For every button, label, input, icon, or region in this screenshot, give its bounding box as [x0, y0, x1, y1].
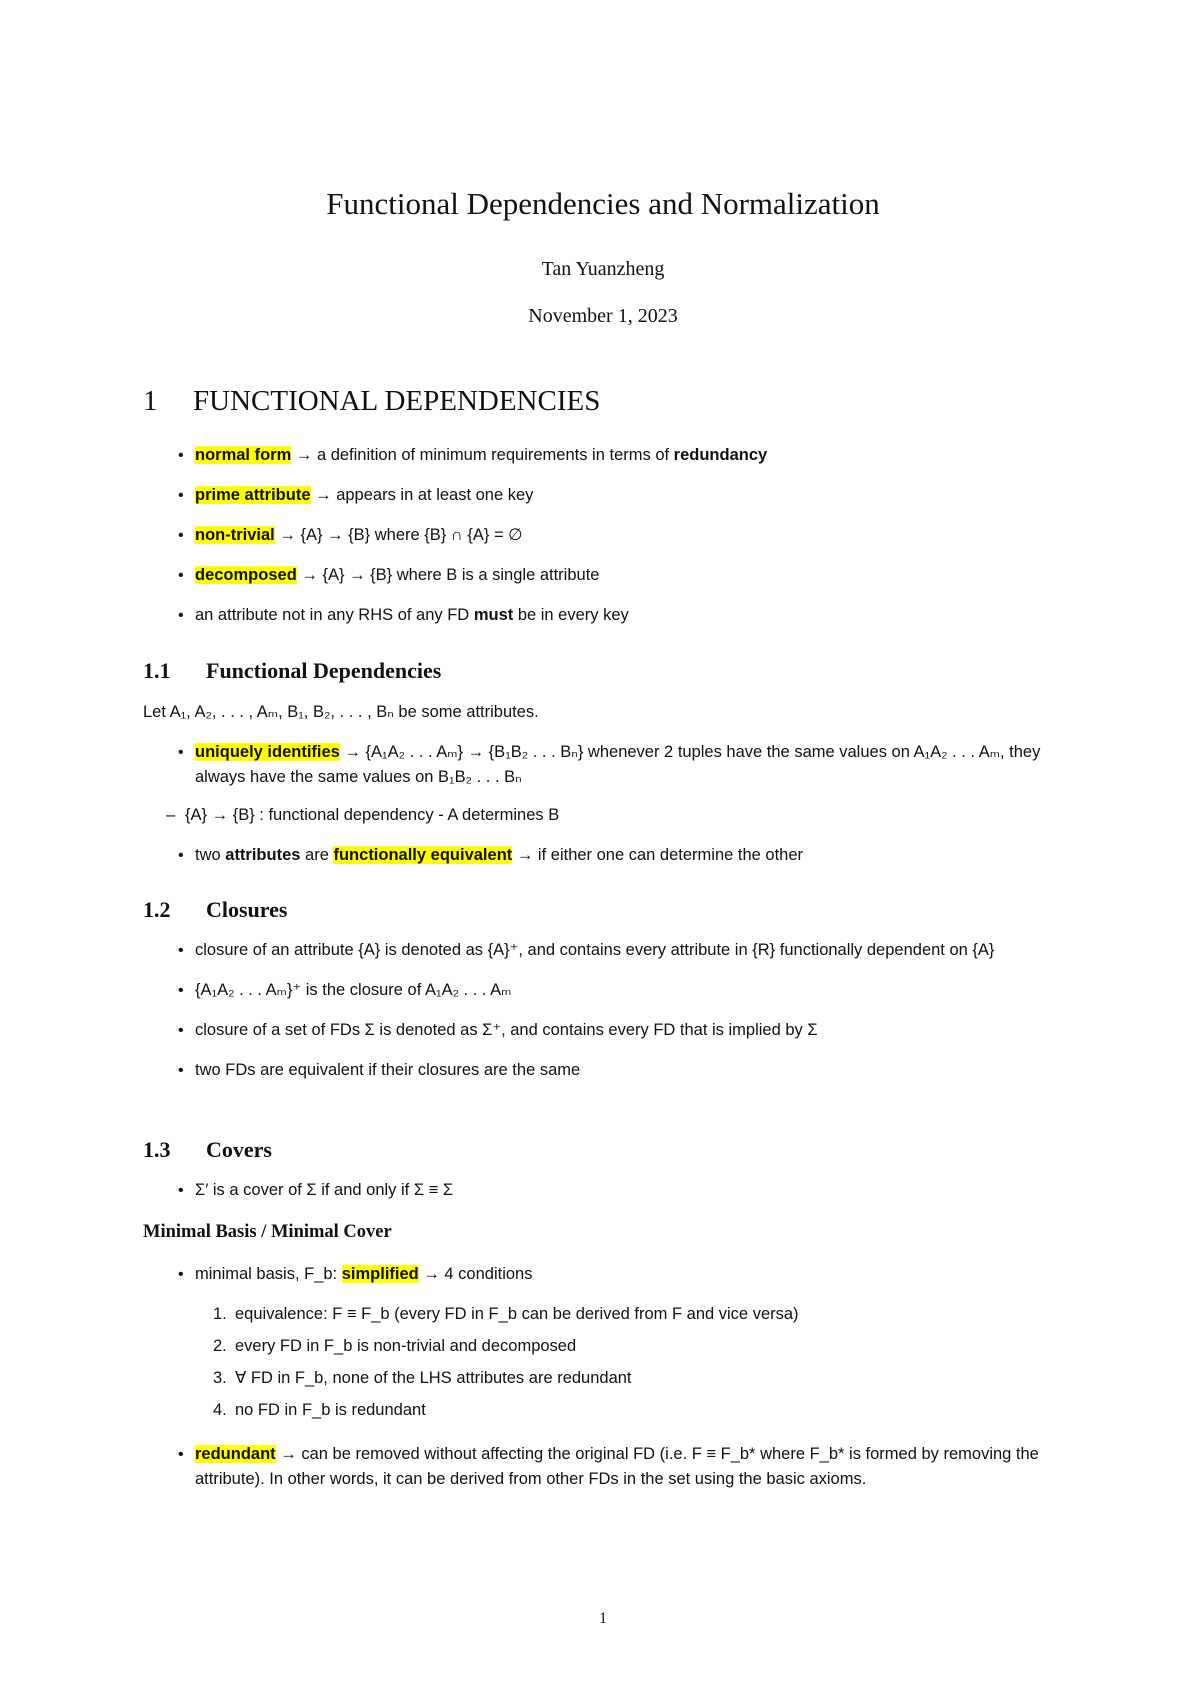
list-item — [143, 843, 1063, 868]
section-heading-1-3 — [143, 1137, 272, 1163]
section-title: Covers — [206, 1137, 272, 1162]
item-text: → 4 conditions — [418, 1265, 533, 1283]
sub-item: – {A} → {B} : functional dependency - A determines B — [185, 803, 1065, 828]
section-heading-1-2 — [143, 897, 288, 923]
item-text: no FD in F_b is redundant — [235, 1401, 426, 1419]
item-text: → appears in at least one key — [315, 486, 534, 504]
bold-text: redundancy — [673, 446, 768, 464]
highlighted-term: prime attribute — [195, 486, 311, 504]
item-text: → {A} → {B} where B is a single attribute — [301, 566, 600, 584]
list-item — [213, 1330, 1063, 1362]
page-number: 1 — [599, 1610, 607, 1627]
list-item: • closure of an attribute {A} is denoted as {A}⁺, and contains every attribute in {R} functionally dependent on {A} — [143, 938, 1063, 963]
item-number: 1. — [213, 1305, 227, 1323]
list-item — [213, 1362, 1063, 1394]
section-heading-1-1 — [143, 658, 441, 684]
item-number: 3. — [213, 1369, 227, 1387]
list-item — [143, 483, 1063, 508]
list-item — [143, 443, 1063, 468]
item-text: ∀ FD in F_b, none of the LHS attributes are redundant — [235, 1369, 632, 1387]
item-text: two — [195, 846, 226, 864]
list-item — [143, 1262, 1063, 1287]
section1-1-bullet-list-2 — [143, 843, 1063, 868]
section1-3-bullet-list — [143, 1178, 1063, 1203]
list-item: • closure of a set of FDs Σ is denoted as Σ⁺, and contains every FD that is implied by Σ — [143, 1018, 1063, 1043]
highlighted-term: normal form — [195, 446, 292, 464]
highlighted-term: non-trivial — [195, 526, 275, 544]
document-title: Functional Dependencies and Normalization — [326, 186, 880, 221]
list-item — [143, 740, 1063, 790]
item-text: → {A} → {B} where {B} ∩ {A} = ∅ — [279, 526, 523, 544]
section1-1-bullet-list — [143, 740, 1063, 790]
date: November 1, 2023 — [528, 305, 678, 327]
list-item: • {A₁A₂ . . . Aₘ}⁺ is the closure of A₁A₂ . . . Aₘ — [143, 978, 1063, 1003]
item-text: equivalence: F ≡ F_b (every FD in F_b can be derived from F and vice versa) — [235, 1305, 799, 1323]
bold-text: must — [473, 606, 514, 624]
section-heading-1 — [143, 385, 600, 418]
list-item — [143, 603, 1063, 628]
highlighted-term: uniquely identifies — [195, 743, 340, 761]
list-item — [213, 1394, 1063, 1426]
highlighted-term: redundant — [195, 1445, 276, 1463]
list-item: • Σ′ is a cover of Σ if and only if Σ ≡ Σ — [143, 1178, 1063, 1203]
section-title: Functional Dependencies — [206, 658, 442, 683]
conditions-list — [213, 1298, 1063, 1426]
item-text: → a definition of minimum requirements in terms of — [295, 446, 674, 464]
item-text: be in every key — [513, 606, 629, 624]
list-item — [143, 523, 1063, 548]
list-item — [143, 563, 1063, 588]
author: Tan Yuanzheng — [541, 258, 665, 280]
section1-2-bullet-list — [143, 938, 1063, 1083]
item-text: an attribute not in any RHS of any FD — [195, 606, 474, 624]
section-number: 1 — [143, 385, 158, 417]
item-number: 4. — [213, 1401, 227, 1419]
item-text: minimal basis, F_b: — [195, 1265, 342, 1283]
item-text: every FD in F_b is non-trivial and decomposed — [235, 1337, 577, 1355]
section-number: 1.2 — [143, 897, 171, 922]
item-text: → {A₁A₂ . . . Aₘ} → {B₁B₂ . . . Bₙ} whenever 2 tuples have the same values on A₁A₂ . . . Aₘ, they always have the same values on B₁B₂ . . . Bₙ — [195, 743, 1041, 786]
item-text: → if either one can determine the other — [512, 846, 804, 864]
section-number: 1.3 — [143, 1137, 171, 1162]
highlighted-term: decomposed — [195, 566, 297, 584]
item-number: 2. — [213, 1337, 227, 1355]
section-title: FUNCTIONAL DEPENDENCIES — [193, 385, 601, 417]
minimal-basis-bullet-list — [143, 1262, 1063, 1287]
list-item: • two FDs are equivalent if their closures are the same — [143, 1058, 1063, 1083]
highlighted-term: simplified — [341, 1265, 419, 1283]
highlighted-term: functionally equivalent — [333, 846, 513, 864]
minimal-basis-heading: Minimal Basis / Minimal Cover — [143, 1222, 392, 1242]
item-text: are — [300, 846, 334, 864]
section-title: Closures — [206, 897, 288, 922]
list-item — [143, 1442, 1063, 1492]
bold-text: attributes — [225, 846, 301, 864]
item-text: → can be removed without affecting the original FD (i.e. F ≡ F_b* where F_b* is formed by removing the attribute). In other words, it can be derived from other FDs in the set using the basic axioms. — [195, 1445, 1039, 1488]
list-item — [213, 1298, 1063, 1330]
section-number: 1.1 — [143, 658, 171, 683]
intro-paragraph: Let A₁, A₂, . . . , Aₘ, B₁, B₂, . . . , Bₙ be some attributes. — [143, 703, 539, 721]
redundant-bullet-list — [143, 1442, 1063, 1492]
section1-bullet-list — [143, 443, 1063, 628]
